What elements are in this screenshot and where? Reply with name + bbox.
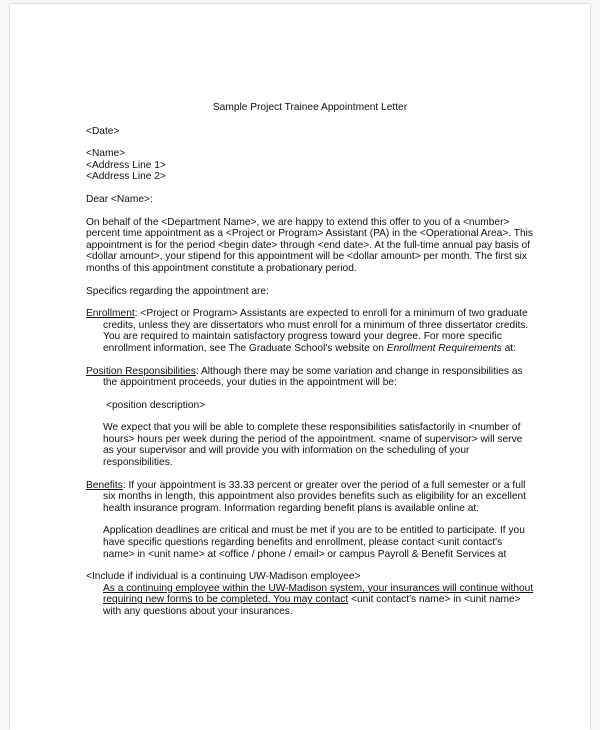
continuing-include-note: <Include if individual is a continuing UW-Madison employee> — [86, 571, 361, 583]
position-text: : Although there may be some variation and change in responsibilities as the appointment proceeds, your duties in the appointment will be: — [103, 365, 523, 389]
benefits-label: Benefits — [86, 479, 123, 491]
enrollment-after: at: — [501, 342, 516, 354]
benefits-text: : If your appointment is 33.33 percent or greater over the period of a full semester or a full six months in length, this appointment also provides benefits such as eligibility for an excellent health insurance program. Information regarding benefit plans is available online at: — [103, 479, 527, 514]
document-page — [10, 4, 590, 730]
salutation: Dear <Name>: — [86, 193, 153, 205]
enrollment-text: : <Project or Program> Assistants are expected to enroll for a minimum of two graduate credits, unless they are dissertators who must enroll for a minimum of three dissertator credits. You are required to maintain satisfactory progress toward your degree. For more specific enrollment information, see The Graduate School's website on — [103, 308, 529, 354]
continuing-paragraph — [86, 583, 534, 618]
address-line-1: <Address Line 1> — [86, 159, 166, 171]
position-expectation: We expect that you will be able to complete these responsibilities satisfactorily in <number of hours> hours per week during the period of the appointment. <name of supervisor> will serve as your supervisor and will provide you with information on the scheduling of your responsibilities. — [103, 422, 523, 469]
date-field: <Date> — [86, 125, 120, 137]
letter-title: Sample Project Trainee Appointment Letter — [212, 102, 408, 113]
benefits-paragraph — [86, 480, 534, 515]
specifics-heading: Specifics regarding the appointment are: — [86, 285, 269, 297]
position-description: <position description> — [106, 399, 206, 411]
position-paragraph — [86, 366, 534, 389]
continuing-rest: <unit contact's name> in <unit name> with any questions about your insurances. — [103, 594, 521, 617]
recipient-name: <Name> — [86, 148, 126, 160]
address-line-2: <Address Line 2> — [86, 171, 166, 183]
letter-body — [86, 102, 534, 618]
intro-paragraph: On behalf of the <Department Name>, we are happy to extend this offer to you of a <number> percent time appointment as a <Project or Program> Assistant (PA) in the <Operational Area>. This appointment is for the period <begin date> through <end date>. At the full-time annual pay basis of <dollar amount>, your stipend for this appointment will be <dollar amount> per month. The first six months of this appointment constitute a probationary period. — [86, 216, 533, 274]
enrollment-label: Enrollment — [86, 308, 135, 320]
enrollment-requirements-ref: Enrollment Requirements — [386, 342, 502, 354]
enrollment-paragraph — [86, 308, 534, 354]
continuing-underlined: As a continuing employee within the UW-Madison system, your insurances will continue without requiring new forms to be completed. You may contact — [103, 582, 534, 606]
benefits-deadlines: Application deadlines are critical and must be met if you are to be entitled to participate. If you have specific questions regarding benefits and enrollment, please contact <unit contact's name> in <unit name> at <office / phone / email> or campus Payroll & Benefit Services at — [103, 525, 525, 560]
position-label: Position Responsibilities — [86, 365, 196, 377]
